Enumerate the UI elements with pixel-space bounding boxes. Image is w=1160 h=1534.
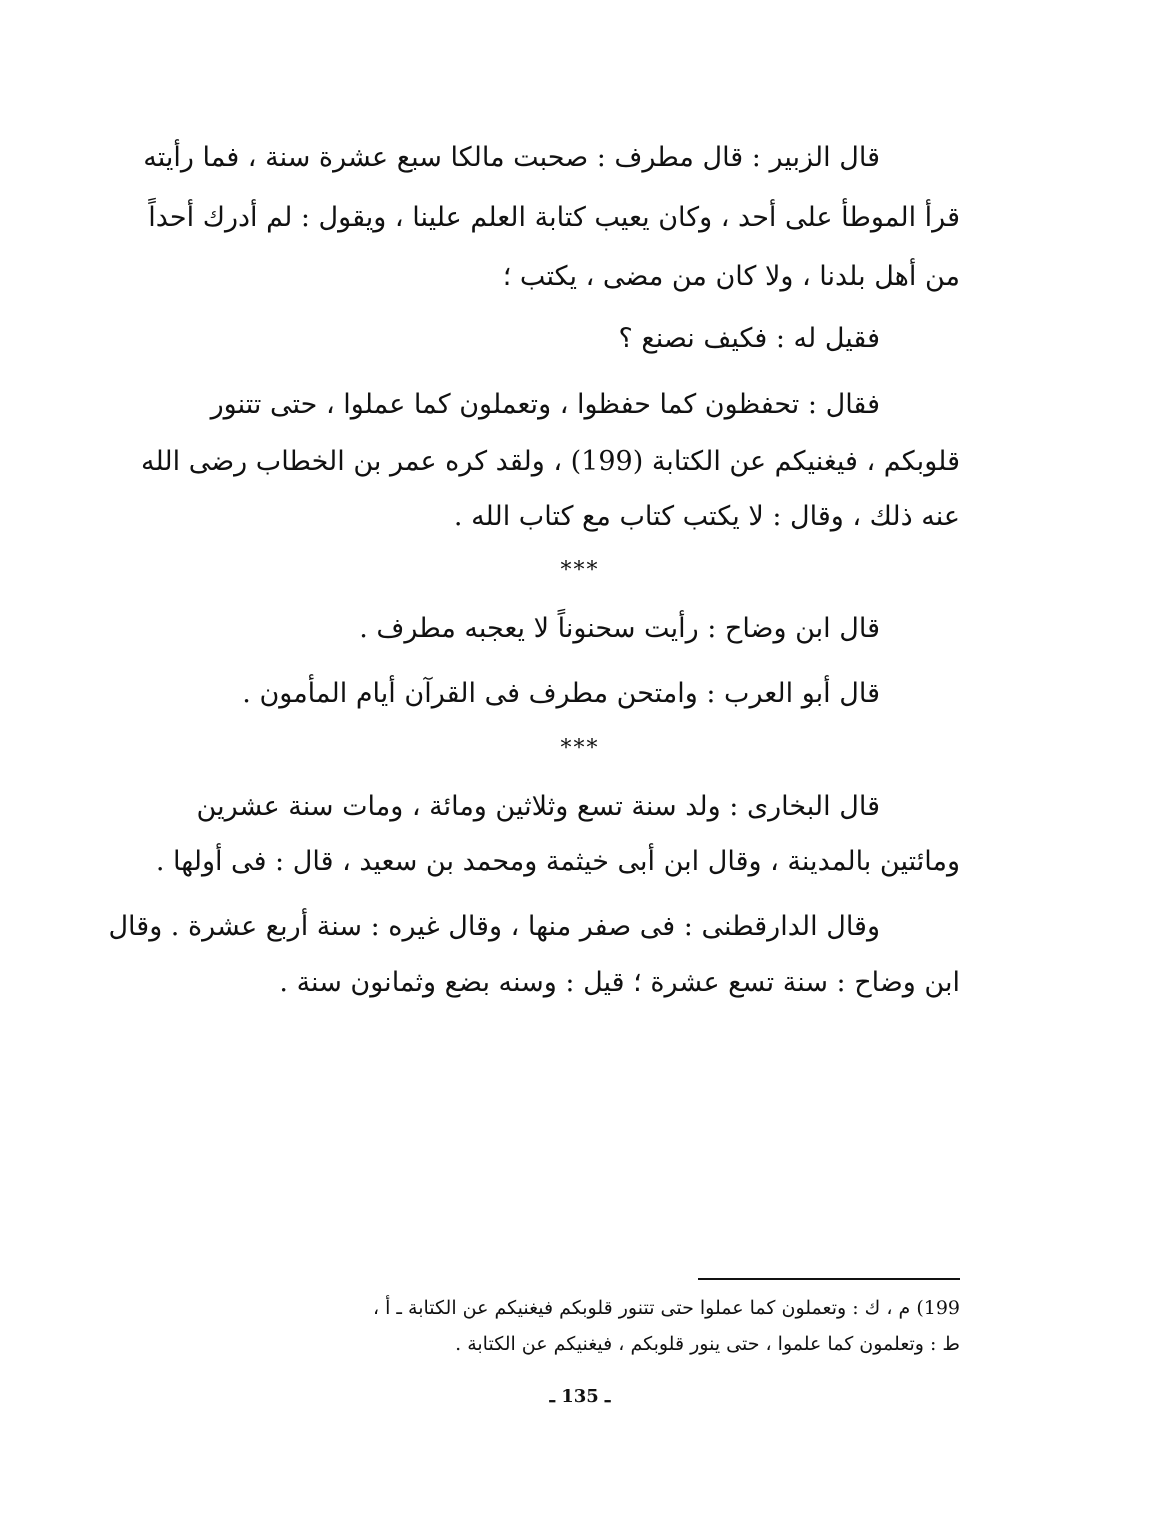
text-line: وقال الدارقطنى : فى صفر منها ، وقال غيره : سنة أربع عشرة . وقال — [108, 911, 880, 942]
section-separator: *** — [560, 558, 600, 583]
footnote-line: ط : وتعلمون كما علموا ، حتى ينور قلوبكم ، فيغنيكم عن الكتابة . — [455, 1333, 960, 1355]
footnote-line: 199) م ، ك : وتعملون كما عملوا حتى تتنور قلوبكم فيغنيكم عن الكتابة ـ أ ، — [372, 1297, 960, 1319]
text-line: فقال : تحفظون كما حفظوا ، وتعملون كما عملوا ، حتى تتنور — [210, 389, 880, 420]
text-line: ومائتين بالمدينة ، وقال ابن أبى خيثمة ومحمد بن سعيد ، قال : فى أولها . — [155, 846, 960, 877]
section-separator: *** — [560, 736, 600, 761]
text-line: ابن وضاح : سنة تسع عشرة ؛ قيل : وسنه بضع وثمانون سنة . — [279, 967, 960, 998]
text-line: قال البخارى : ولد سنة تسع وثلاثين ومائة ، ومات سنة عشرين — [196, 791, 880, 822]
text-line: قال الزبير : قال مطرف : صحبت مالكا سبع عشرة سنة ، فما رأيته — [143, 142, 880, 173]
text-line: قلوبكم ، فيغنيكم عن الكتابة (199) ، ولقد كره عمر بن الخطاب رضى الله — [141, 446, 960, 477]
text-line: عنه ذلك ، وقال : لا يكتب كتاب مع كتاب الله . — [453, 501, 960, 532]
text-line: من أهل بلدنا ، ولا كان من مضى ، يكتب ؛ — [502, 261, 960, 292]
page-number: ـ 135 ـ — [549, 1386, 611, 1407]
text-line: فقيل له : فكيف نصنع ؟ — [618, 323, 880, 354]
text-line: قرأ الموطأ على أحد ، وكان يعيب كتابة العلم علينا ، ويقول : لم أدرك أحداً — [148, 202, 960, 233]
footnote-divider — [698, 1278, 960, 1280]
text-line: قال أبو العرب : وامتحن مطرف فى القرآن أيام المأمون . — [242, 678, 880, 709]
text-line: قال ابن وضاح : رأيت سحنوناً لا يعجبه مطرف . — [359, 613, 880, 644]
